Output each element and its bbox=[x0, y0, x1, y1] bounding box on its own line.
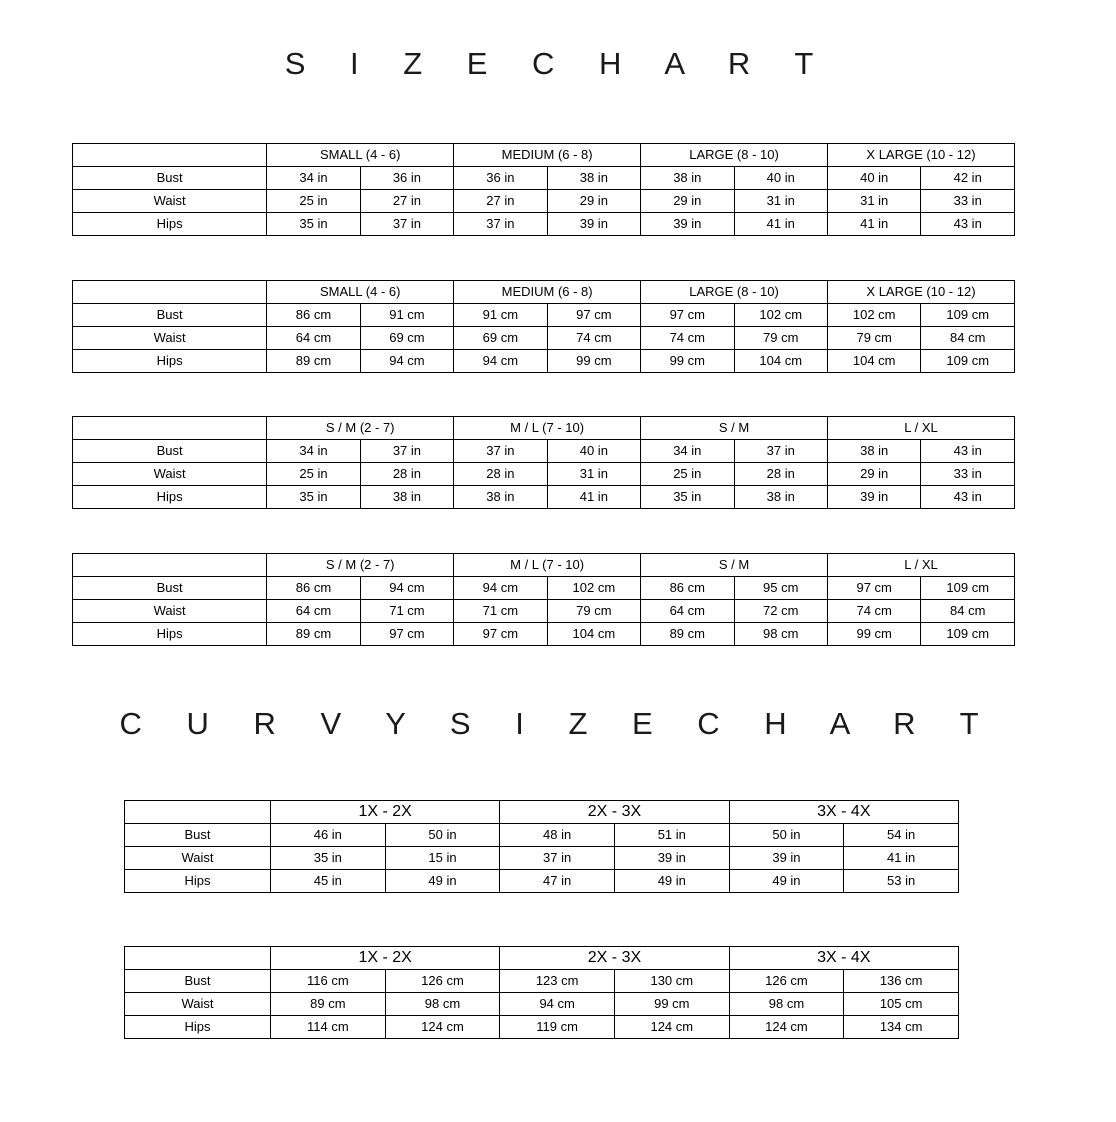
cell: 47 in bbox=[500, 870, 615, 893]
table-row bbox=[73, 440, 1015, 463]
cell: 91 cm bbox=[454, 304, 547, 327]
cell: 39 in bbox=[729, 847, 844, 870]
cell: 41 in bbox=[547, 486, 640, 509]
cell: 41 in bbox=[734, 213, 827, 236]
cell: 86 cm bbox=[267, 304, 360, 327]
cell: 31 in bbox=[827, 190, 920, 213]
curvy-section-title: C U R V Y S I Z E C H A R T bbox=[119, 706, 997, 741]
size-table-inches-standard bbox=[72, 143, 1015, 236]
cell: 130 cm bbox=[614, 970, 729, 993]
cell: 94 cm bbox=[360, 350, 453, 373]
corner-cell bbox=[73, 144, 267, 167]
row-label: Waist bbox=[73, 600, 267, 623]
column-header: MEDIUM (6 - 8) bbox=[454, 144, 641, 167]
cell: 104 cm bbox=[734, 350, 827, 373]
cell: 71 cm bbox=[360, 600, 453, 623]
cell: 124 cm bbox=[729, 1016, 844, 1039]
cell: 98 cm bbox=[729, 993, 844, 1016]
corner-cell bbox=[73, 281, 267, 304]
cell: 40 in bbox=[547, 440, 640, 463]
cell: 91 cm bbox=[360, 304, 453, 327]
cell: 94 cm bbox=[454, 577, 547, 600]
table-row bbox=[73, 213, 1015, 236]
row-label: Hips bbox=[73, 486, 267, 509]
cell: 35 in bbox=[641, 486, 734, 509]
row-label: Waist bbox=[125, 847, 271, 870]
cell: 34 in bbox=[267, 167, 360, 190]
cell: 35 in bbox=[267, 213, 360, 236]
cell: 109 cm bbox=[921, 623, 1015, 646]
cell: 89 cm bbox=[641, 623, 734, 646]
row-label: Hips bbox=[125, 1016, 271, 1039]
cell: 40 in bbox=[734, 167, 827, 190]
cell: 39 in bbox=[614, 847, 729, 870]
column-header: S / M bbox=[641, 554, 828, 577]
cell: 97 cm bbox=[641, 304, 734, 327]
cell: 102 cm bbox=[827, 304, 920, 327]
cell: 102 cm bbox=[734, 304, 827, 327]
cell: 43 in bbox=[921, 440, 1015, 463]
table-row bbox=[125, 824, 959, 847]
cell: 31 in bbox=[547, 463, 640, 486]
cell: 69 cm bbox=[454, 327, 547, 350]
cell: 97 cm bbox=[547, 304, 640, 327]
cell: 41 in bbox=[844, 847, 959, 870]
cell: 54 in bbox=[844, 824, 959, 847]
cell: 38 in bbox=[360, 486, 453, 509]
column-header: L / XL bbox=[827, 417, 1014, 440]
table-row bbox=[73, 304, 1015, 327]
cell: 28 in bbox=[454, 463, 547, 486]
table-row bbox=[73, 167, 1015, 190]
cell: 64 cm bbox=[267, 600, 360, 623]
cell: 38 in bbox=[547, 167, 640, 190]
cell: 126 cm bbox=[729, 970, 844, 993]
column-header: 2X - 3X bbox=[500, 801, 729, 824]
cell: 74 cm bbox=[827, 600, 920, 623]
column-header: 1X - 2X bbox=[271, 947, 500, 970]
cell: 33 in bbox=[921, 463, 1015, 486]
cell: 104 cm bbox=[547, 623, 640, 646]
row-label: Waist bbox=[73, 190, 267, 213]
curvy-size-table-inches bbox=[124, 800, 959, 893]
cell: 105 cm bbox=[844, 993, 959, 1016]
cell: 25 in bbox=[267, 190, 360, 213]
cell: 69 cm bbox=[360, 327, 453, 350]
cell: 64 cm bbox=[267, 327, 360, 350]
cell: 84 cm bbox=[921, 327, 1015, 350]
page-title: S I Z E C H A R T bbox=[284, 46, 832, 81]
cell: 124 cm bbox=[614, 1016, 729, 1039]
row-label: Bust bbox=[125, 824, 271, 847]
cell: 50 in bbox=[385, 824, 500, 847]
cell: 45 in bbox=[271, 870, 386, 893]
cell: 38 in bbox=[734, 486, 827, 509]
table-header-row bbox=[73, 144, 1015, 167]
cell: 71 cm bbox=[454, 600, 547, 623]
cell: 97 cm bbox=[360, 623, 453, 646]
cell: 50 in bbox=[729, 824, 844, 847]
cell: 49 in bbox=[385, 870, 500, 893]
cell: 134 cm bbox=[844, 1016, 959, 1039]
cell: 25 in bbox=[267, 463, 360, 486]
cell: 36 in bbox=[454, 167, 547, 190]
cell: 94 cm bbox=[500, 993, 615, 1016]
row-label: Hips bbox=[73, 213, 267, 236]
column-header: X LARGE (10 - 12) bbox=[827, 144, 1014, 167]
row-label: Bust bbox=[125, 970, 271, 993]
cell: 31 in bbox=[734, 190, 827, 213]
corner-cell bbox=[125, 801, 271, 824]
table-row bbox=[73, 486, 1015, 509]
cell: 38 in bbox=[827, 440, 920, 463]
row-label: Bust bbox=[73, 577, 267, 600]
size-table-cm-combo bbox=[72, 553, 1015, 646]
table-row bbox=[125, 870, 959, 893]
cell: 41 in bbox=[827, 213, 920, 236]
cell: 28 in bbox=[360, 463, 453, 486]
cell: 39 in bbox=[641, 213, 734, 236]
cell: 79 cm bbox=[734, 327, 827, 350]
table-header-row bbox=[125, 801, 959, 824]
column-header: LARGE (8 - 10) bbox=[641, 144, 828, 167]
cell: 37 in bbox=[454, 213, 547, 236]
corner-cell bbox=[125, 947, 271, 970]
table-header-row bbox=[73, 281, 1015, 304]
cell: 98 cm bbox=[385, 993, 500, 1016]
cell: 25 in bbox=[641, 463, 734, 486]
cell: 72 cm bbox=[734, 600, 827, 623]
table-row bbox=[73, 623, 1015, 646]
cell: 53 in bbox=[844, 870, 959, 893]
column-header: 3X - 4X bbox=[729, 947, 958, 970]
cell: 84 cm bbox=[921, 600, 1015, 623]
table-row bbox=[73, 327, 1015, 350]
column-header: 3X - 4X bbox=[729, 801, 958, 824]
cell: 15 in bbox=[385, 847, 500, 870]
table-row bbox=[73, 190, 1015, 213]
cell: 35 in bbox=[267, 486, 360, 509]
cell: 48 in bbox=[500, 824, 615, 847]
table-row bbox=[125, 970, 959, 993]
cell: 74 cm bbox=[547, 327, 640, 350]
corner-cell bbox=[73, 417, 267, 440]
cell: 102 cm bbox=[547, 577, 640, 600]
column-header: LARGE (8 - 10) bbox=[641, 281, 828, 304]
column-header: X LARGE (10 - 12) bbox=[827, 281, 1014, 304]
table-header-row bbox=[73, 417, 1015, 440]
cell: 86 cm bbox=[641, 577, 734, 600]
cell: 97 cm bbox=[827, 577, 920, 600]
cell: 49 in bbox=[729, 870, 844, 893]
cell: 39 in bbox=[827, 486, 920, 509]
row-label: Hips bbox=[73, 623, 267, 646]
column-header: 1X - 2X bbox=[271, 801, 500, 824]
table-row bbox=[73, 463, 1015, 486]
column-header: S / M bbox=[641, 417, 828, 440]
column-header: 2X - 3X bbox=[500, 947, 729, 970]
cell: 49 in bbox=[614, 870, 729, 893]
cell: 43 in bbox=[921, 213, 1015, 236]
cell: 99 cm bbox=[614, 993, 729, 1016]
cell: 34 in bbox=[641, 440, 734, 463]
cell: 79 cm bbox=[547, 600, 640, 623]
row-label: Waist bbox=[73, 327, 267, 350]
cell: 116 cm bbox=[271, 970, 386, 993]
size-table-inches-combo bbox=[72, 416, 1015, 509]
column-header: SMALL (4 - 6) bbox=[267, 281, 454, 304]
row-label: Bust bbox=[73, 304, 267, 327]
cell: 119 cm bbox=[500, 1016, 615, 1039]
column-header: L / XL bbox=[827, 554, 1014, 577]
cell: 104 cm bbox=[827, 350, 920, 373]
cell: 51 in bbox=[614, 824, 729, 847]
column-header: MEDIUM (6 - 8) bbox=[454, 281, 641, 304]
table-row bbox=[125, 1016, 959, 1039]
table-row bbox=[125, 993, 959, 1016]
cell: 29 in bbox=[827, 463, 920, 486]
column-header: SMALL (4 - 6) bbox=[267, 144, 454, 167]
cell: 38 in bbox=[641, 167, 734, 190]
cell: 34 in bbox=[267, 440, 360, 463]
row-label: Waist bbox=[73, 463, 267, 486]
cell: 126 cm bbox=[385, 970, 500, 993]
corner-cell bbox=[73, 554, 267, 577]
cell: 123 cm bbox=[500, 970, 615, 993]
cell: 89 cm bbox=[271, 993, 386, 1016]
cell: 42 in bbox=[921, 167, 1015, 190]
size-table-cm-standard bbox=[72, 280, 1015, 373]
cell: 28 in bbox=[734, 463, 827, 486]
cell: 114 cm bbox=[271, 1016, 386, 1039]
cell: 37 in bbox=[734, 440, 827, 463]
column-header: S / M (2 - 7) bbox=[267, 554, 454, 577]
cell: 95 cm bbox=[734, 577, 827, 600]
cell: 64 cm bbox=[641, 600, 734, 623]
cell: 43 in bbox=[921, 486, 1015, 509]
cell: 89 cm bbox=[267, 623, 360, 646]
cell: 97 cm bbox=[454, 623, 547, 646]
cell: 40 in bbox=[827, 167, 920, 190]
cell: 29 in bbox=[547, 190, 640, 213]
cell: 29 in bbox=[641, 190, 734, 213]
cell: 39 in bbox=[547, 213, 640, 236]
cell: 86 cm bbox=[267, 577, 360, 600]
cell: 79 cm bbox=[827, 327, 920, 350]
curvy-size-table-cm bbox=[124, 946, 959, 1039]
cell: 74 cm bbox=[641, 327, 734, 350]
table-row bbox=[73, 600, 1015, 623]
table-row bbox=[73, 350, 1015, 373]
table-row bbox=[73, 577, 1015, 600]
column-header: M / L (7 - 10) bbox=[454, 554, 641, 577]
cell: 89 cm bbox=[267, 350, 360, 373]
row-label: Hips bbox=[73, 350, 267, 373]
cell: 38 in bbox=[454, 486, 547, 509]
cell: 46 in bbox=[271, 824, 386, 847]
column-header: M / L (7 - 10) bbox=[454, 417, 641, 440]
cell: 37 in bbox=[360, 440, 453, 463]
cell: 37 in bbox=[360, 213, 453, 236]
cell: 33 in bbox=[921, 190, 1015, 213]
cell: 27 in bbox=[360, 190, 453, 213]
cell: 94 cm bbox=[454, 350, 547, 373]
cell: 94 cm bbox=[360, 577, 453, 600]
cell: 27 in bbox=[454, 190, 547, 213]
cell: 109 cm bbox=[921, 304, 1015, 327]
cell: 35 in bbox=[271, 847, 386, 870]
row-label: Bust bbox=[73, 440, 267, 463]
column-header: S / M (2 - 7) bbox=[267, 417, 454, 440]
cell: 109 cm bbox=[921, 350, 1015, 373]
cell: 99 cm bbox=[547, 350, 640, 373]
cell: 109 cm bbox=[921, 577, 1015, 600]
cell: 36 in bbox=[360, 167, 453, 190]
row-label: Waist bbox=[125, 993, 271, 1016]
cell: 124 cm bbox=[385, 1016, 500, 1039]
cell: 37 in bbox=[500, 847, 615, 870]
row-label: Bust bbox=[73, 167, 267, 190]
cell: 99 cm bbox=[827, 623, 920, 646]
cell: 136 cm bbox=[844, 970, 959, 993]
table-header-row bbox=[125, 947, 959, 970]
cell: 98 cm bbox=[734, 623, 827, 646]
row-label: Hips bbox=[125, 870, 271, 893]
cell: 37 in bbox=[454, 440, 547, 463]
cell: 99 cm bbox=[641, 350, 734, 373]
table-row bbox=[125, 847, 959, 870]
table-header-row bbox=[73, 554, 1015, 577]
